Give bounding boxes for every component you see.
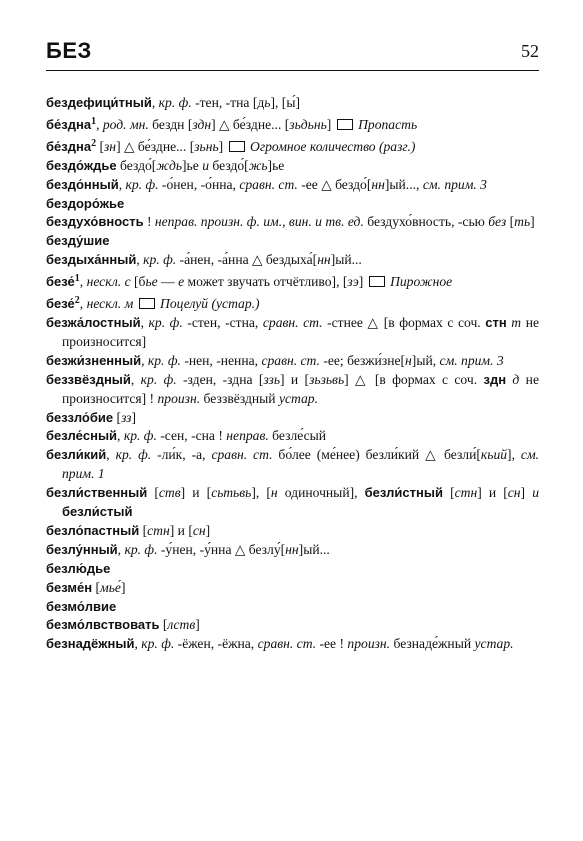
headword: безлю́дье bbox=[46, 560, 111, 576]
dictionary-entry bbox=[46, 213, 539, 232]
grammar-note: зьдьнь bbox=[289, 116, 327, 132]
entry-text: не произносится] ! bbox=[62, 371, 539, 406]
grammar-note: и bbox=[202, 157, 209, 173]
entry-text bbox=[133, 296, 136, 311]
dictionary-entry bbox=[46, 522, 539, 541]
dictionary-entry bbox=[46, 352, 539, 371]
homonym-index: 1 bbox=[74, 273, 80, 285]
entry-text: -у́нен, -у́нна △ безлу́[ bbox=[157, 541, 286, 557]
grammar-note: см. прим. 3 bbox=[422, 176, 487, 192]
entry-text: , bbox=[79, 274, 87, 290]
entry-text: ] △ бе́здне... [ bbox=[211, 116, 290, 132]
grammar-note: кр. ф. bbox=[147, 352, 181, 368]
grammar-note: кр. ф. bbox=[124, 541, 158, 557]
entry-text: , bbox=[117, 541, 125, 557]
entry-text: бо́лее (ме́нее) безли́кий △ безли́[ bbox=[272, 447, 481, 463]
headword: бе́здна bbox=[46, 138, 92, 154]
entry-text: [ bbox=[147, 485, 159, 501]
entry-text: ]ый... bbox=[330, 252, 362, 268]
entry-text: , bbox=[117, 428, 124, 444]
homonym-index: 2 bbox=[91, 137, 97, 149]
page-header bbox=[46, 32, 539, 71]
entry-text: ] bbox=[520, 485, 533, 501]
grammar-note: сравн. ст. bbox=[261, 352, 320, 368]
entry-text: -ее; безжи́зне[ bbox=[319, 352, 406, 368]
headword: безе́ bbox=[46, 296, 75, 312]
entry-text: [ bbox=[113, 409, 122, 425]
entry-text: ] и [ bbox=[169, 522, 193, 538]
grammar-note: лств bbox=[167, 617, 196, 633]
meaning-box-icon bbox=[139, 298, 155, 309]
headword: бездо́нный bbox=[46, 176, 119, 192]
grammar-note: ств bbox=[158, 485, 181, 501]
grammar-note: кр. ф. bbox=[141, 636, 175, 652]
headword: беззло́бие bbox=[46, 409, 114, 425]
grammar-note: стн bbox=[454, 485, 478, 501]
grammar-note: кьий bbox=[480, 447, 508, 463]
dictionary-entry bbox=[46, 314, 539, 352]
bold-form: стн bbox=[485, 314, 507, 330]
grammar-note: Поцелуй (устар.) bbox=[156, 296, 260, 312]
grammar-note: без bbox=[488, 214, 507, 230]
grammar-note: устар. bbox=[278, 390, 318, 406]
entry-text: -нен, -ненна, bbox=[180, 352, 262, 368]
headword: бездефици́тный bbox=[46, 95, 152, 110]
entry-text: ]ье bbox=[182, 157, 203, 173]
entry-text: бездн [ bbox=[148, 116, 193, 132]
grammar-note: кр. ф. bbox=[123, 428, 157, 444]
entry-text: ] bbox=[205, 522, 211, 538]
entry-text: , bbox=[151, 95, 159, 110]
grammar-note: зэ bbox=[347, 274, 359, 290]
grammar-note: е bbox=[178, 274, 185, 290]
grammar-note: нн bbox=[371, 176, 385, 192]
headword: бездухо́вность bbox=[46, 214, 144, 230]
entry-text: -о́нен, -о́нна, bbox=[158, 176, 240, 192]
homonym-index: 1 bbox=[91, 115, 97, 127]
entry-text: может звучать отчётливо], [ bbox=[184, 274, 348, 290]
entry-text: бездухо́вность, -сью bbox=[363, 214, 489, 230]
dictionary-entry bbox=[46, 427, 539, 446]
grammar-note: неправ. произн. ф. им., вин. и тв. ед. bbox=[154, 214, 364, 230]
entry-text: , bbox=[140, 314, 149, 330]
entry-text: -стен, -стна, bbox=[182, 314, 263, 330]
grammar-note: зьнь bbox=[194, 138, 219, 154]
grammar-note: кр. ф. bbox=[115, 447, 152, 463]
bold-form: безли́стный bbox=[364, 485, 443, 501]
entry-text: ]ье bbox=[267, 157, 285, 173]
headword: бездо́ждье bbox=[46, 157, 117, 173]
entry-text: -зден, -здна [ bbox=[176, 371, 264, 387]
entry-text: ] △ бе́здне... [ bbox=[116, 138, 195, 154]
homonym-index: 2 bbox=[74, 295, 80, 307]
dictionary-entry bbox=[46, 176, 539, 195]
entry-text: [б bbox=[130, 274, 146, 290]
entry-list bbox=[46, 94, 539, 654]
entry-text: ]ый, bbox=[411, 352, 440, 368]
dictionary-entry bbox=[46, 484, 539, 522]
grammar-note: произн. bbox=[157, 390, 201, 406]
dictionary-entry bbox=[46, 232, 539, 251]
entry-text: [ bbox=[92, 579, 101, 595]
entry-text: , bbox=[134, 636, 142, 652]
grammar-note: зьзьвь bbox=[309, 371, 345, 387]
entry-text: [ bbox=[506, 214, 515, 230]
entry-text: ], [ы́] bbox=[270, 95, 300, 110]
grammar-note: жь bbox=[248, 157, 268, 173]
entry-text: [ bbox=[442, 485, 455, 501]
grammar-note: н bbox=[405, 352, 412, 368]
dictionary-entry bbox=[46, 251, 539, 270]
grammar-note: сн bbox=[507, 485, 521, 501]
entry-text: ] bbox=[530, 214, 535, 230]
entry-text: беззвёздный bbox=[200, 390, 279, 406]
dictionary-entry bbox=[46, 157, 539, 176]
entry-text: -ёжен, -ёжна, bbox=[174, 636, 258, 652]
grammar-note: см. прим. 1 bbox=[62, 447, 540, 482]
grammar-note: ждь bbox=[156, 157, 183, 173]
entry-text: ], bbox=[507, 447, 521, 463]
entry-text: — bbox=[157, 274, 179, 290]
entry-text: , bbox=[141, 352, 148, 368]
headword: бе́здна bbox=[46, 116, 92, 132]
grammar-note: кр. ф. bbox=[143, 252, 177, 268]
grammar-note: стн bbox=[147, 522, 170, 538]
entry-text: ] bbox=[195, 617, 200, 633]
grammar-note: устар. bbox=[474, 636, 514, 652]
dictionary-entry bbox=[46, 94, 539, 113]
entry-text: , bbox=[96, 116, 103, 132]
entry-text: , bbox=[79, 296, 87, 312]
grammar-note: ть bbox=[514, 214, 531, 230]
entry-text: безле́сый bbox=[268, 428, 327, 444]
grammar-note: ь bbox=[264, 95, 271, 110]
grammar-note: кр. ф. bbox=[148, 314, 183, 330]
headword: безнадёжный bbox=[46, 636, 135, 652]
grammar-note: сравн. ст. bbox=[239, 176, 298, 192]
entry-text: ] и [ bbox=[477, 485, 508, 501]
entry-text: бездо́[ bbox=[116, 157, 157, 173]
headword: безмо́лвие bbox=[46, 598, 117, 614]
grammar-note: нн bbox=[317, 252, 331, 268]
grammar-note: зз bbox=[121, 409, 132, 425]
headword: безле́сный bbox=[46, 428, 118, 444]
dictionary-entry bbox=[46, 541, 539, 560]
grammar-note: Огромное количество (разг.) bbox=[246, 138, 416, 154]
grammar-note: кр. ф. bbox=[158, 95, 192, 110]
entry-text: -ли́к, -а, bbox=[151, 447, 212, 463]
meaning-box-icon bbox=[369, 276, 385, 287]
entry-text: не произносится] bbox=[62, 314, 540, 349]
grammar-note: зн bbox=[104, 138, 117, 154]
entry-text: -а́нен, -а́нна △ бездыха́[ bbox=[176, 252, 318, 268]
grammar-note: т bbox=[511, 314, 522, 330]
entry-text: [ bbox=[139, 522, 148, 538]
grammar-note: нескл. с bbox=[86, 274, 131, 290]
grammar-note: ье bbox=[145, 274, 158, 290]
headword: безли́кий bbox=[46, 447, 107, 463]
entry-text: безнаде́жный bbox=[390, 636, 475, 652]
headword: безду́шие bbox=[46, 233, 110, 249]
page-number: 52 bbox=[521, 41, 539, 61]
headword: безме́н bbox=[46, 579, 93, 595]
grammar-note: нескл. м bbox=[86, 296, 134, 312]
grammar-note: н bbox=[270, 485, 278, 501]
grammar-note: произн. bbox=[347, 636, 391, 652]
entry-text: ] bbox=[131, 409, 137, 425]
grammar-note: см. прим. 3 bbox=[439, 352, 504, 368]
grammar-note: мье́ bbox=[100, 579, 121, 595]
entry-text: [ bbox=[96, 138, 104, 154]
entry-text: -ее ! bbox=[316, 636, 348, 652]
dictionary-entry bbox=[46, 113, 539, 135]
entry-text: ! bbox=[143, 214, 155, 230]
entry-text: ] и [ bbox=[280, 371, 310, 387]
dictionary-entry bbox=[46, 135, 539, 157]
headword: безло́пастный bbox=[46, 522, 140, 538]
headword: беззвёздный bbox=[46, 371, 131, 387]
entry-text: -тен, -тна [д bbox=[191, 95, 265, 110]
grammar-note: д bbox=[512, 371, 520, 387]
grammar-note: сравн. ст. bbox=[211, 447, 273, 463]
entry-text: ]ый... bbox=[298, 541, 330, 557]
entry-text: -стнее △ [в формах с соч. bbox=[322, 314, 486, 330]
dictionary-entry bbox=[46, 409, 539, 428]
grammar-note: неправ. bbox=[226, 428, 269, 444]
dictionary-entry bbox=[46, 598, 539, 617]
entry-text: , bbox=[118, 176, 126, 192]
headword: безли́ственный bbox=[46, 485, 148, 501]
entry-text: , bbox=[106, 447, 116, 463]
grammar-note: Пирожное bbox=[386, 274, 453, 290]
entry-text: одиночный], bbox=[277, 485, 365, 501]
entry-text: , bbox=[130, 371, 141, 387]
grammar-note: Пропасть bbox=[354, 116, 418, 132]
dictionary-entry bbox=[46, 292, 539, 314]
dictionary-entry bbox=[46, 371, 539, 409]
entry-text: ]ый..., bbox=[384, 176, 423, 192]
entry-text: ] △ [в формах с соч. bbox=[344, 371, 484, 387]
headword: бездыха́нный bbox=[46, 252, 137, 268]
entry-text: бездо́[ bbox=[209, 157, 249, 173]
entry-text: , bbox=[136, 252, 144, 268]
entry-text: -ее △ бездо́[ bbox=[297, 176, 372, 192]
headword: безжи́зненный bbox=[46, 352, 142, 368]
dictionary-entry bbox=[46, 560, 539, 579]
dictionary-entry bbox=[46, 446, 539, 484]
dictionary-entry bbox=[46, 616, 539, 635]
entry-text: ] bbox=[358, 274, 367, 290]
bold-form: здн bbox=[483, 371, 507, 387]
grammar-note: сравн. ст. bbox=[262, 314, 323, 330]
grammar-note: нн bbox=[285, 541, 299, 557]
meaning-box-icon bbox=[229, 141, 245, 152]
grammar-note: ззь bbox=[263, 371, 281, 387]
dictionary-entry bbox=[46, 635, 539, 654]
grammar-note: сьтьвь bbox=[211, 485, 252, 501]
entry-text: ] и [ bbox=[180, 485, 212, 501]
bold-form: безли́стый bbox=[62, 504, 133, 520]
headword: безжа́лостный bbox=[46, 314, 141, 330]
running-head-word: БЕЗ bbox=[46, 38, 92, 63]
headword: безе́ bbox=[46, 274, 75, 290]
entry-text: ], [ bbox=[251, 485, 271, 501]
dictionary-entry bbox=[46, 195, 539, 214]
entry-text: ] bbox=[120, 579, 126, 595]
headword: бездоро́жье bbox=[46, 195, 125, 211]
grammar-note: кр. ф. bbox=[125, 176, 159, 192]
entry-text: ] bbox=[218, 138, 227, 154]
headword: безмо́лвствовать bbox=[46, 617, 160, 633]
entry-text: -сен, -сна ! bbox=[156, 428, 227, 444]
headword: безлу́нный bbox=[46, 541, 118, 557]
grammar-note: сравн. ст. bbox=[257, 636, 317, 652]
meaning-box-icon bbox=[337, 119, 353, 130]
grammar-note: сн bbox=[192, 522, 206, 538]
grammar-note: здн bbox=[192, 116, 212, 132]
dictionary-entry bbox=[46, 579, 539, 598]
grammar-note: род. мн. bbox=[102, 116, 149, 132]
entry-text: ] bbox=[326, 116, 335, 132]
grammar-note: и bbox=[532, 485, 539, 501]
dictionary-entry bbox=[46, 270, 539, 292]
grammar-note: кр. ф. bbox=[140, 371, 177, 387]
entry-text: [ bbox=[159, 617, 168, 633]
